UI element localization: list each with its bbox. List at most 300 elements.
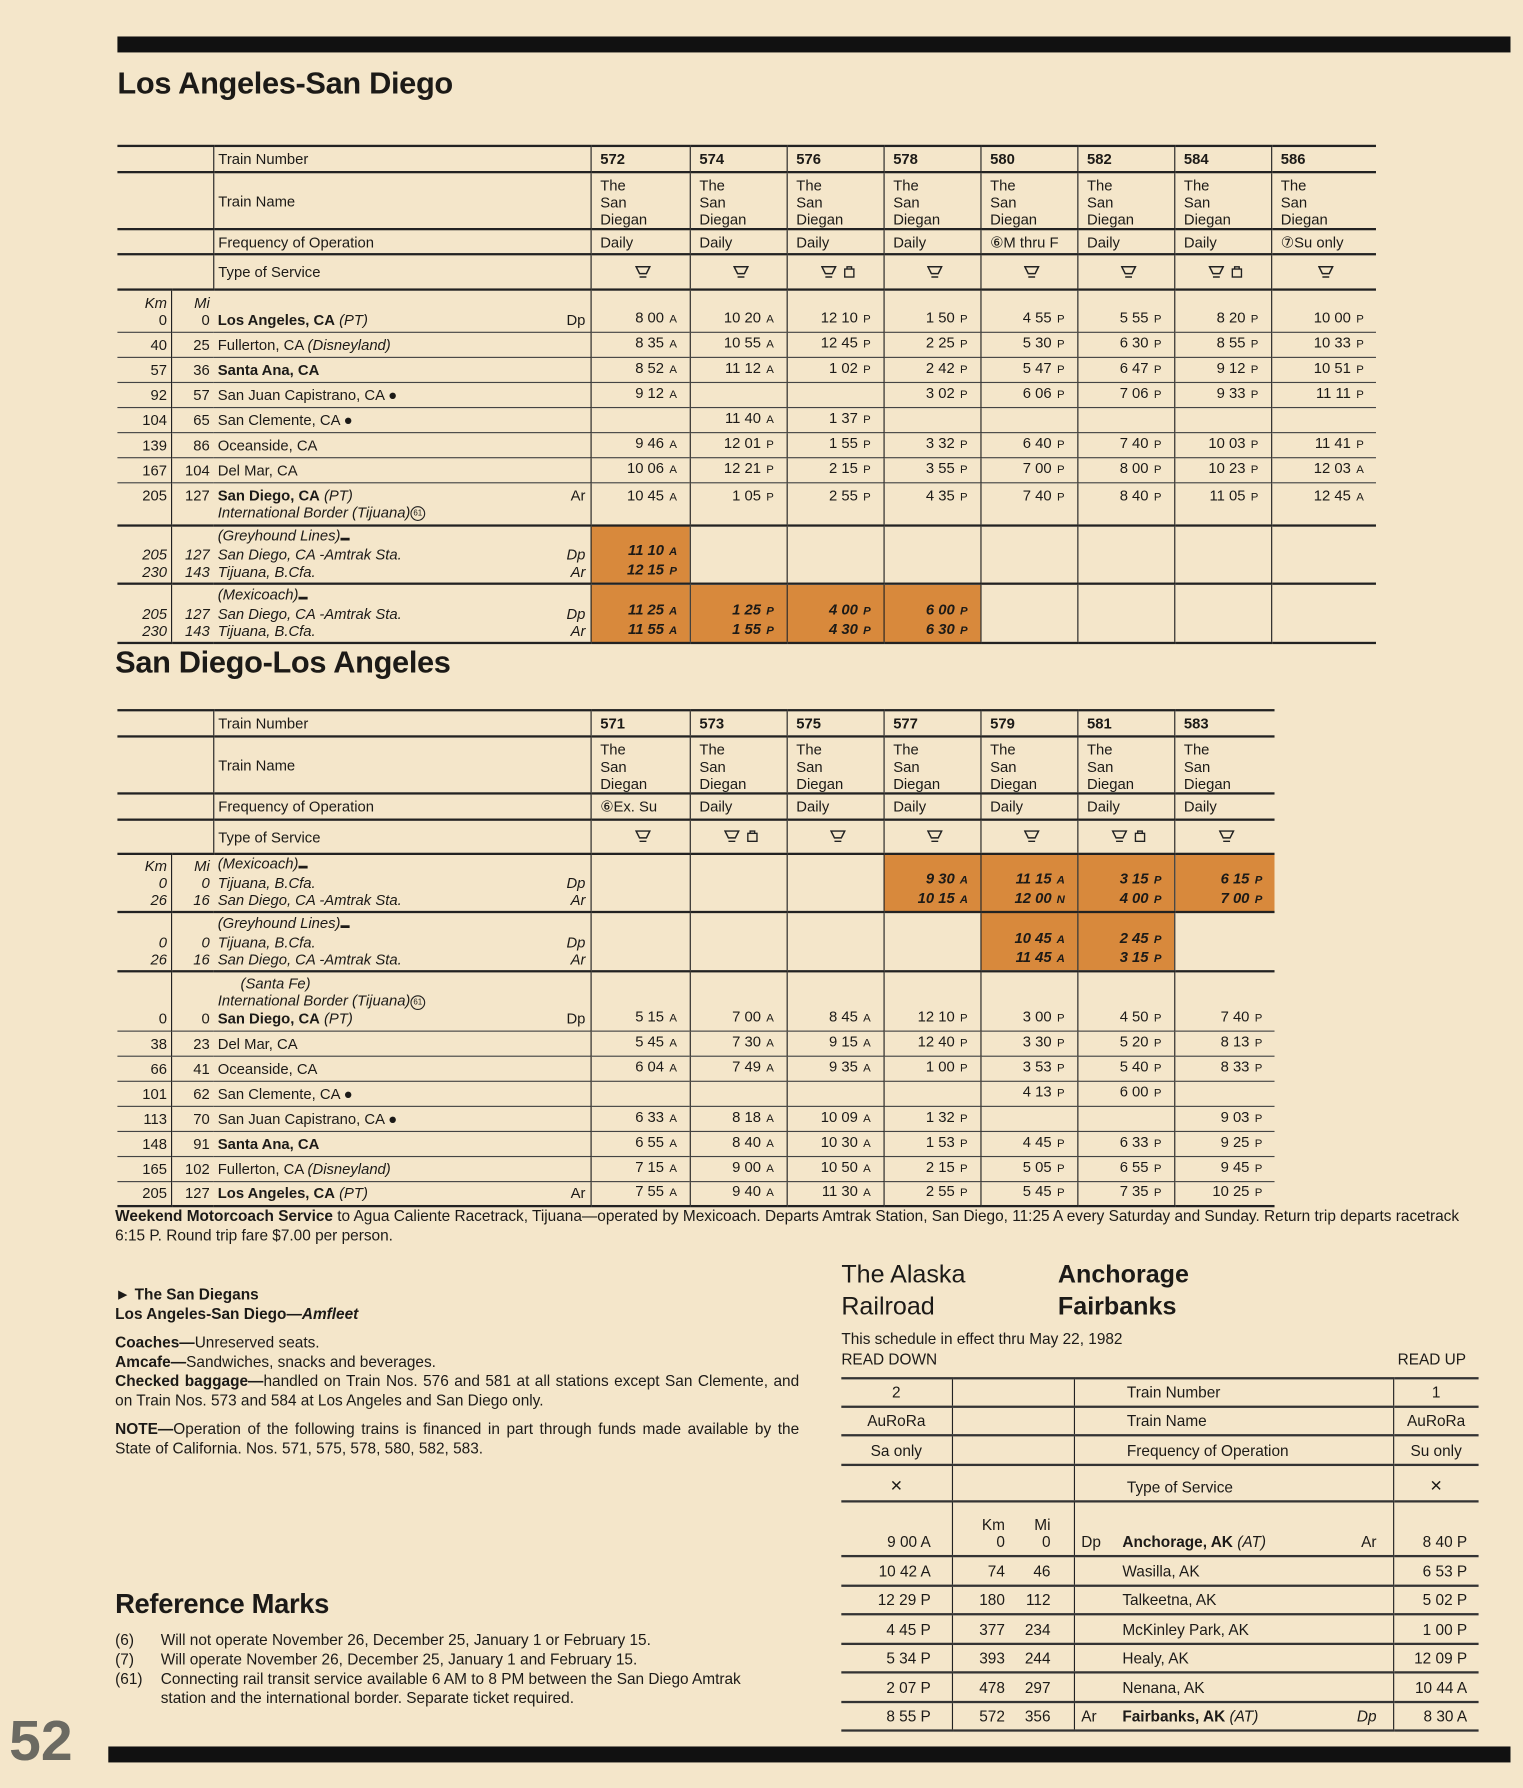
time-value: 10 09 xyxy=(820,1107,858,1125)
train-name: The San Diegan xyxy=(1183,176,1231,228)
am-pm: P xyxy=(1250,463,1259,476)
time xyxy=(926,308,973,325)
time-value: 2 45 xyxy=(1119,929,1149,947)
time xyxy=(1221,889,1268,906)
food-service-icon xyxy=(723,829,739,846)
time-value: 12 45 xyxy=(820,333,858,351)
am-pm: A xyxy=(1056,953,1065,966)
time-cell xyxy=(1174,357,1271,382)
time xyxy=(628,600,682,617)
mi-value: 25 xyxy=(193,335,210,353)
time xyxy=(926,1133,973,1150)
mi-cell xyxy=(171,457,213,482)
time xyxy=(1023,486,1070,503)
sd-la-title: San Diego-Los Angeles xyxy=(115,645,451,680)
station xyxy=(218,311,368,328)
time-cell xyxy=(690,432,787,457)
km-value: 26 xyxy=(150,950,168,968)
time-value: 7 35 xyxy=(1119,1182,1149,1200)
time-cell xyxy=(787,357,884,382)
time xyxy=(829,1032,876,1049)
bus-time xyxy=(596,620,683,639)
header-row-frequency xyxy=(117,793,1274,819)
time xyxy=(1221,1158,1268,1175)
km-value: 148 xyxy=(142,1134,168,1152)
am-pm: P xyxy=(960,388,968,401)
time-cell xyxy=(980,382,1077,407)
am-pm: A xyxy=(669,490,677,504)
station xyxy=(1122,1533,1361,1550)
time xyxy=(732,1108,779,1125)
am-pm: P xyxy=(1250,490,1259,504)
am-pm: P xyxy=(1254,1162,1263,1175)
weekend-lead: Weekend Motorcoach Service xyxy=(115,1207,333,1225)
motorcoach-row xyxy=(117,912,1274,971)
am-pm: P xyxy=(1153,933,1162,947)
am-pm: P xyxy=(1153,1061,1162,1075)
time-cell xyxy=(1271,407,1376,432)
time-value: 11 45 xyxy=(1015,948,1052,966)
time xyxy=(1120,948,1167,965)
stop-name: San Diego, CA -Amtrak Sta. xyxy=(217,545,402,563)
train-number: 571 xyxy=(591,710,690,736)
km-cell xyxy=(117,710,171,736)
time-value: 9 45 xyxy=(1220,1157,1250,1175)
time-value: 8 52 xyxy=(635,358,665,376)
train-number: 584 xyxy=(1174,146,1271,172)
time-value: 8 33 xyxy=(1220,1057,1250,1075)
station xyxy=(218,386,397,403)
time-cell xyxy=(1271,332,1376,357)
reference-mark xyxy=(115,1669,753,1708)
km-cell xyxy=(117,146,171,172)
am-pm: A xyxy=(669,604,678,618)
time-cell xyxy=(1174,1106,1274,1131)
am-pm: P xyxy=(1153,874,1162,887)
time-value: 12 15 xyxy=(626,560,665,578)
am-pm: A xyxy=(766,1112,774,1125)
am-pm: P xyxy=(1056,1036,1065,1050)
time-cell xyxy=(1077,382,1174,407)
time-cell xyxy=(787,382,884,407)
train-freq: ⑥M thru F xyxy=(980,229,1077,254)
station-cell xyxy=(213,1106,590,1131)
time-cell xyxy=(591,1181,690,1206)
header-label: Type of Service xyxy=(213,254,590,289)
time-value: 2 15 xyxy=(828,458,858,476)
reference-marks-list xyxy=(115,1630,753,1708)
am-pm: P xyxy=(863,312,871,326)
bus-time xyxy=(1082,948,1166,967)
time-value: 9 03 xyxy=(1220,1107,1250,1125)
time-value: 5 47 xyxy=(1022,358,1052,376)
time-cell xyxy=(591,407,690,432)
checked-baggage-icon xyxy=(1134,829,1145,846)
am-pm: P xyxy=(863,604,871,618)
bus-time xyxy=(889,889,973,908)
am-pm: P xyxy=(766,624,774,637)
km-header: Km xyxy=(981,1516,1005,1534)
mi-value: 0 xyxy=(201,310,210,328)
train-freq: Daily xyxy=(1174,793,1274,819)
mi-cell xyxy=(171,1056,213,1081)
station-note: (PT) xyxy=(339,1184,368,1202)
am-pm: A xyxy=(669,312,677,326)
am-pm: P xyxy=(1153,1186,1162,1200)
bus-time xyxy=(1179,889,1267,908)
station-name: San Diego, CA xyxy=(217,1009,320,1027)
station xyxy=(218,361,320,378)
km-cell xyxy=(117,254,171,289)
km-value: 0 xyxy=(158,1009,168,1027)
mi-value: 46 xyxy=(1033,1562,1051,1580)
time xyxy=(926,1158,973,1175)
am-pm: P xyxy=(1153,312,1162,326)
time xyxy=(1023,1133,1070,1150)
mi-value: 104 xyxy=(185,461,210,479)
railroad-name-line1: The Alaska xyxy=(841,1259,966,1289)
time-cell xyxy=(787,1181,884,1206)
time xyxy=(1120,1057,1167,1074)
am-pm: A xyxy=(1056,933,1065,947)
train-service xyxy=(980,820,1077,854)
time-cell xyxy=(690,1031,787,1056)
km-value: 572 xyxy=(979,1707,1005,1725)
time-cell xyxy=(980,1106,1077,1131)
time xyxy=(1120,870,1167,887)
time xyxy=(1221,1007,1268,1024)
time-value: 8 00 xyxy=(1119,458,1149,476)
time xyxy=(635,1133,682,1150)
station-name: Fullerton, CA xyxy=(217,1159,304,1178)
km-value: 165 xyxy=(142,1159,168,1178)
time-cell xyxy=(1077,854,1174,912)
dp-ar-right: Ar xyxy=(1361,1533,1377,1551)
station-row xyxy=(117,482,1376,525)
food-service-icon xyxy=(1023,829,1039,846)
time-value: 6 04 xyxy=(635,1057,665,1075)
notes-equipment: Amfleet xyxy=(301,1305,359,1323)
km-value: 104 xyxy=(142,410,168,429)
time xyxy=(635,333,682,350)
time-value: 3 00 xyxy=(1022,1007,1052,1025)
time-value: 1 55 xyxy=(828,433,858,451)
dp-ar: Dp xyxy=(566,545,586,563)
am-pm: P xyxy=(1056,1137,1065,1150)
time-value: 2 55 xyxy=(925,1182,955,1200)
reference-mark-text: Will operate November 26, December 25, January 1 and February 15. xyxy=(160,1650,638,1668)
stop-name: San Diego, CA -Amtrak Sta. xyxy=(217,604,402,622)
bus-company: (Greyhound Lines)▬ xyxy=(217,914,350,932)
time xyxy=(926,333,973,350)
coaches-lead: Coaches— xyxy=(115,1333,195,1351)
km-cell xyxy=(117,407,171,432)
station-name-line xyxy=(218,311,586,328)
time-cell xyxy=(787,1081,884,1106)
station-note: (PT) xyxy=(339,310,368,328)
time xyxy=(1314,308,1369,325)
time-cell xyxy=(690,332,787,357)
time-value: 11 15 xyxy=(1015,869,1052,887)
time-value: 5 30 xyxy=(1022,333,1052,351)
time-cell xyxy=(591,457,690,482)
time xyxy=(1120,1158,1167,1175)
time xyxy=(635,1057,682,1074)
mi-cell xyxy=(171,254,213,289)
train-name: The San Diegan xyxy=(699,741,747,793)
time-cell xyxy=(1077,1031,1174,1056)
station-cell xyxy=(1074,1501,1393,1556)
train-name: The San Diegan xyxy=(796,176,844,228)
time-cell xyxy=(1077,1106,1174,1131)
am-pm: A xyxy=(863,1186,871,1200)
station-name: Santa Ana, CA xyxy=(217,360,320,378)
checked-baggage-icon xyxy=(1231,264,1242,281)
station-name-line xyxy=(218,1110,586,1127)
time-value: 3 02 xyxy=(925,383,955,401)
km-mi-cell xyxy=(952,1556,1074,1585)
dp-ar-left xyxy=(1081,1562,1122,1579)
dp-ar-right xyxy=(1377,1679,1386,1696)
time xyxy=(1016,870,1070,887)
read-down-time: 12 29 P xyxy=(841,1585,952,1614)
time xyxy=(1120,1007,1167,1024)
time-cell xyxy=(884,971,981,1030)
time xyxy=(635,359,682,376)
time-cell xyxy=(690,1131,787,1156)
bus-time xyxy=(986,948,1070,967)
mi-value: 143 xyxy=(185,562,210,580)
mi-value: 0 xyxy=(201,933,210,951)
alaska-effective-date: This schedule in effect thru May 22, 1982 xyxy=(841,1330,1123,1348)
time-value: 3 30 xyxy=(1022,1032,1052,1050)
time-value: 7 55 xyxy=(635,1182,665,1200)
station-cell xyxy=(213,1131,590,1156)
read-up-label: READ UP xyxy=(1397,1350,1467,1368)
am-pm: A xyxy=(959,874,968,887)
time xyxy=(1314,486,1369,503)
time xyxy=(1023,1057,1070,1074)
time xyxy=(732,600,779,617)
time xyxy=(1023,384,1070,401)
time-cell xyxy=(1174,1081,1274,1106)
train-name xyxy=(1174,736,1274,793)
am-pm: P xyxy=(863,338,871,351)
time-cell xyxy=(1077,1156,1174,1181)
train-freq: Daily xyxy=(591,229,690,254)
am-pm: P xyxy=(1254,1186,1263,1200)
am-pm: P xyxy=(1056,1086,1065,1100)
station xyxy=(218,1160,391,1177)
time-value: 5 40 xyxy=(1119,1057,1149,1075)
train-service xyxy=(787,254,884,289)
time xyxy=(627,560,682,577)
mi-value: 102 xyxy=(185,1159,210,1178)
station-cell xyxy=(213,1056,590,1081)
bus-time xyxy=(889,600,973,619)
time xyxy=(822,1182,876,1199)
food-service-icon xyxy=(1111,829,1127,846)
station-row xyxy=(117,1131,1274,1156)
food-service-icon xyxy=(1023,264,1039,281)
time-value: 2 15 xyxy=(925,1157,955,1175)
am-pm: P xyxy=(863,463,871,476)
am-pm: A xyxy=(669,1137,677,1150)
train-number: 579 xyxy=(980,710,1077,736)
train-freq: ⑦Su only xyxy=(1271,229,1376,254)
time-cell xyxy=(1174,583,1271,642)
station-cell xyxy=(213,1081,590,1106)
am-pm: A xyxy=(863,1162,871,1175)
am-pm: P xyxy=(1153,953,1162,966)
time-value: 12 03 xyxy=(1313,458,1351,476)
station-note: (PT) xyxy=(323,486,353,504)
time-value: 8 00 xyxy=(635,308,665,326)
station-row xyxy=(117,1031,1274,1056)
station xyxy=(218,436,318,453)
am-pm: P xyxy=(960,1011,968,1025)
train-name xyxy=(1077,736,1174,793)
station-cell xyxy=(213,332,590,357)
am-pm: A xyxy=(669,1112,677,1125)
am-pm: A xyxy=(669,545,678,559)
time xyxy=(628,620,682,637)
time-cell xyxy=(884,525,981,583)
mi-value: 297 xyxy=(1024,1678,1051,1696)
alaska-railroad-title xyxy=(841,1259,965,1323)
mi-cell xyxy=(171,1106,213,1131)
mi-cell xyxy=(171,1081,213,1106)
station-name-line xyxy=(218,361,586,378)
bus-stop xyxy=(218,891,586,908)
km-value: 40 xyxy=(150,335,168,353)
time-value: 1 53 xyxy=(925,1132,955,1150)
time-cell xyxy=(1077,1081,1174,1106)
dp-ar: Ar xyxy=(570,486,586,504)
km-cell xyxy=(117,1106,171,1131)
km-cell xyxy=(117,332,171,357)
route-line2: Fairbanks xyxy=(1057,1291,1177,1321)
time-cell xyxy=(1077,457,1174,482)
km-mi-cell xyxy=(952,1585,1074,1614)
station-row xyxy=(117,1056,1274,1081)
time xyxy=(918,889,973,906)
time xyxy=(635,1032,682,1049)
time-cell xyxy=(884,583,981,642)
alaska-station-row xyxy=(841,1501,1478,1556)
time-value: 12 00 xyxy=(1014,889,1052,907)
time xyxy=(1023,1007,1070,1024)
alaska-station-row xyxy=(841,1701,1478,1730)
time xyxy=(1120,929,1167,946)
time-cell xyxy=(1077,1181,1174,1206)
time-value: 11 12 xyxy=(724,358,761,376)
header-label: Frequency of Operation xyxy=(213,793,590,819)
time-value: 1 25 xyxy=(732,600,761,618)
train-freq: Daily xyxy=(787,793,884,819)
train-name: The San Diegan xyxy=(600,741,648,793)
time-value: 9 46 xyxy=(635,433,665,451)
am-pm: P xyxy=(766,604,774,618)
alaska-header-row xyxy=(841,1378,1478,1407)
amcafe-lead: Amcafe— xyxy=(115,1353,187,1371)
train-freq: Daily xyxy=(884,229,981,254)
time-cell xyxy=(980,332,1077,357)
am-pm: P xyxy=(1250,388,1259,401)
time-value: 6 40 xyxy=(1022,433,1052,451)
alaska-station-row xyxy=(841,1672,1478,1701)
header-label: Train Name xyxy=(213,172,590,229)
am-pm: P xyxy=(1153,463,1162,476)
am-pm: A xyxy=(766,363,774,376)
time xyxy=(829,600,876,617)
station-row xyxy=(117,971,1274,1030)
time-cell xyxy=(980,854,1077,912)
time-value: 7 00 xyxy=(1220,889,1250,907)
time-value: 7 15 xyxy=(635,1157,665,1175)
header-row-train-number xyxy=(117,710,1274,736)
time xyxy=(1221,1133,1268,1150)
time-cell xyxy=(1174,457,1271,482)
time xyxy=(732,1133,779,1150)
am-pm: P xyxy=(1250,363,1259,376)
time xyxy=(1208,459,1263,476)
time-cell xyxy=(884,1131,981,1156)
time-value: 5 15 xyxy=(635,1007,665,1025)
am-pm: P xyxy=(960,463,968,476)
mi-cell xyxy=(171,382,213,407)
time xyxy=(1315,434,1369,451)
time-value: 4 30 xyxy=(828,619,858,637)
am-pm: P xyxy=(960,1112,968,1125)
header-label: Train Name xyxy=(1074,1407,1393,1436)
time-cell xyxy=(1174,407,1271,432)
km-cell xyxy=(117,971,171,1030)
time-value: 6 30 xyxy=(1119,333,1149,351)
am-pm: P xyxy=(1056,1061,1065,1075)
station-name: Santa Ana, CA xyxy=(217,1134,320,1152)
station-cell xyxy=(1074,1556,1393,1585)
station-cell xyxy=(213,432,590,457)
am-pm: P xyxy=(960,312,968,326)
station-name: Nenana, AK xyxy=(1122,1678,1205,1696)
am-pm: P xyxy=(1254,1061,1263,1075)
mi-value: 127 xyxy=(185,604,210,622)
km-value: 101 xyxy=(142,1084,168,1102)
read-down-time: 8 55 P xyxy=(841,1701,952,1730)
am-pm: P xyxy=(1056,388,1065,401)
time-cell xyxy=(884,482,981,525)
time xyxy=(1120,308,1167,325)
coaches-text: Unreserved seats. xyxy=(194,1333,320,1351)
train-name: The San Diegan xyxy=(796,741,844,793)
time-cell xyxy=(1077,407,1174,432)
time-cell xyxy=(884,1181,981,1206)
time-value: 6 47 xyxy=(1119,358,1149,376)
time-cell xyxy=(1174,432,1271,457)
km-mi-cell xyxy=(952,1614,1074,1643)
time-cell xyxy=(591,525,690,583)
read-up-value: ✕ xyxy=(1393,1465,1479,1501)
time-cell xyxy=(690,482,787,525)
station-name: Healy, AK xyxy=(1122,1649,1189,1667)
km-cell xyxy=(117,854,171,912)
time-value: 1 00 xyxy=(925,1057,955,1075)
time xyxy=(1316,384,1369,401)
dp-ar: Ar xyxy=(570,891,586,909)
time xyxy=(635,1108,682,1125)
km-value: 230 xyxy=(142,562,168,580)
